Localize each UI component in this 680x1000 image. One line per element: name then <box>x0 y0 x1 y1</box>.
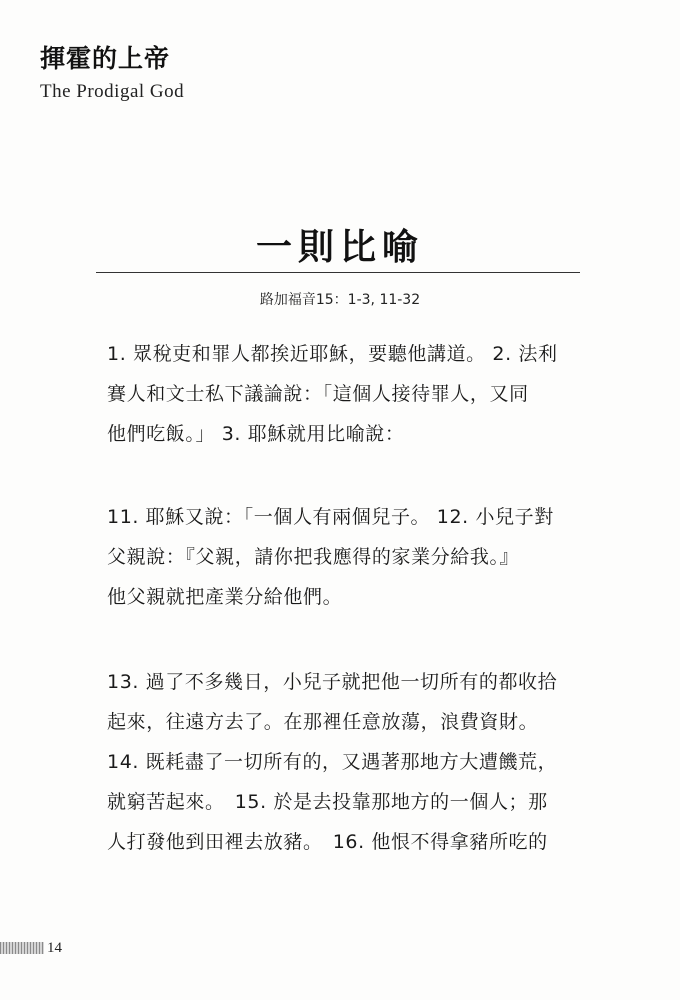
text-line: 14. 既耗盡了一切所有的，又遇著那地方大遭饑荒， <box>107 751 558 773</box>
footer-decorative-bar <box>0 942 44 954</box>
text-line: 就窮苦起來。 15. 於是去投靠那地方的一個人；那 <box>107 791 548 813</box>
text-line: 11. 耶穌又說：「一個人有兩個兒子。 12. 小兒子對 <box>107 506 554 528</box>
book-title-chinese: 揮霍的上帝 <box>40 44 171 73</box>
text-line: 人打發他到田裡去放豬。 16. 他恨不得拿豬所吃的 <box>107 831 548 853</box>
text-line: 1. 眾稅吏和罪人都挨近耶穌，要聽他講道。 2. 法利 <box>107 343 558 365</box>
page-number: 14 <box>47 940 62 956</box>
text-line: 父親說：『父親，請你把我應得的家業分給我。』 <box>107 546 520 568</box>
text-line: 賽人和文士私下議論說：「這個人接待罪人，又同 <box>107 383 529 405</box>
scripture-reference: 路加福音15：1-3, 11-32 <box>259 292 421 308</box>
paragraph-3 <box>107 662 583 862</box>
text-line: 他父親就把產業分給他們。 <box>107 586 343 608</box>
title-divider <box>96 272 580 273</box>
chapter-title: 一則比喻 <box>255 227 424 268</box>
paragraph-2 <box>107 497 583 617</box>
text-line: 起來，往遠方去了。在那裡任意放蕩，浪費資財。 <box>107 711 539 733</box>
book-title-english: The Prodigal God <box>40 81 185 102</box>
paragraph-1 <box>107 334 583 454</box>
text-line: 13. 過了不多幾日，小兒子就把他一切所有的都收拾 <box>107 671 558 693</box>
text-line: 他們吃飯。」 3. 耶穌就用比喻說： <box>107 423 405 445</box>
page-footer <box>0 940 62 956</box>
running-head <box>40 44 184 104</box>
